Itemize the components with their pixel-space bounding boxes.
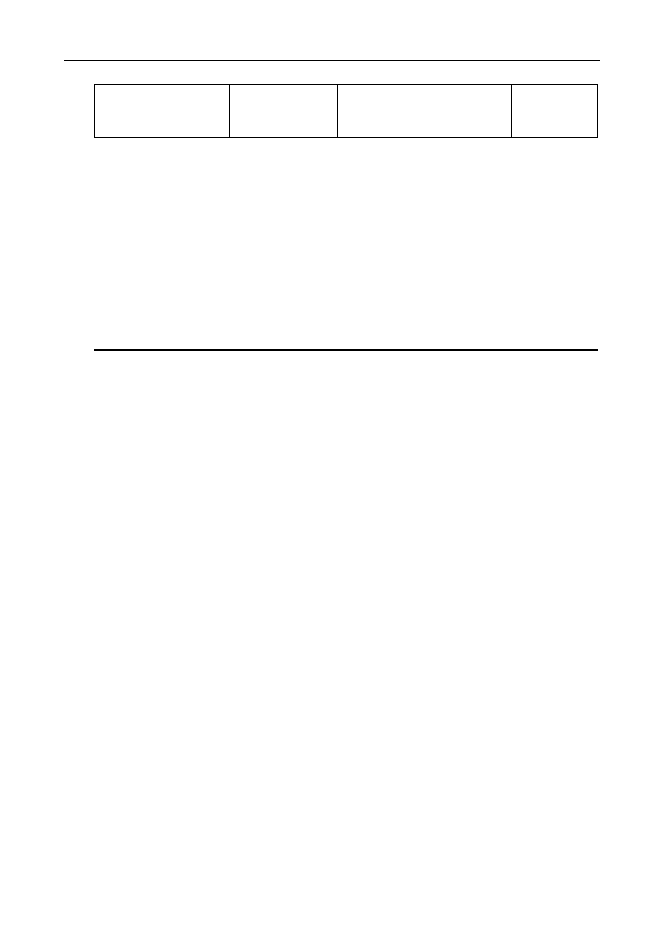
table-header-row <box>95 350 598 351</box>
header-rule <box>64 60 600 61</box>
table-header-cell <box>230 85 338 138</box>
table-header-cell <box>554 350 598 351</box>
key-financial-table <box>94 84 598 138</box>
table-cell <box>95 85 230 138</box>
table-header-cell <box>95 350 320 351</box>
table-header-cell <box>437 350 554 351</box>
table-header-cell <box>512 85 598 138</box>
nonrecurring-table <box>94 349 598 351</box>
table-header-cell <box>320 350 437 351</box>
table-row <box>95 85 598 138</box>
table-header-cell <box>338 85 512 138</box>
